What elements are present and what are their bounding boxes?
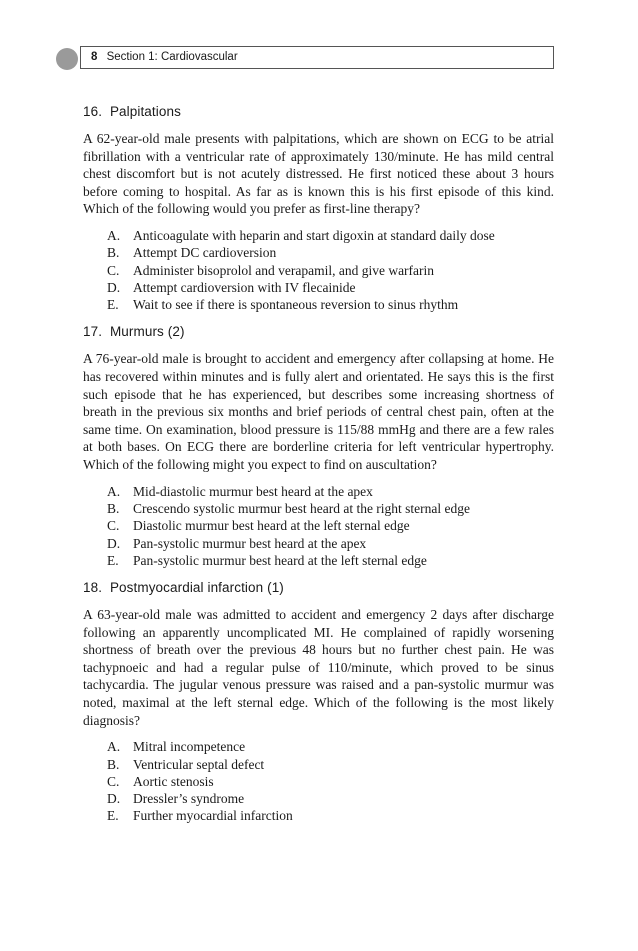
option-letter: A. <box>107 483 121 499</box>
option-letter: E. <box>107 297 119 313</box>
answer-option <box>83 517 554 534</box>
option-letter: E. <box>107 552 119 568</box>
question-number: 16. <box>83 104 103 119</box>
option-text: Further myocardial infarction <box>133 808 293 824</box>
question-heading: Palpitations <box>109 104 181 119</box>
option-text: Ventricular septal defect <box>133 756 265 772</box>
question-17 <box>83 323 554 569</box>
option-letter: C. <box>107 773 120 789</box>
option-letter: B. <box>107 500 120 516</box>
answer-option <box>83 807 554 824</box>
option-letter: A. <box>107 227 121 243</box>
answer-option <box>83 483 554 500</box>
option-letter: D. <box>107 279 121 295</box>
page-number: 8 <box>91 51 98 63</box>
answer-option <box>83 279 554 296</box>
answer-option <box>83 790 554 807</box>
question-16 <box>83 103 554 313</box>
option-text: Wait to see if there is spontaneous reversion to sinus rhythm <box>133 297 459 313</box>
option-text: Pan-systolic murmur best heard at the apex <box>133 535 367 551</box>
option-text: Diastolic murmur best heard at the left sternal edge <box>133 518 410 534</box>
question-stem: A 63-year-old male was admitted to accident and emergency 2 days after discharge following an apparently uncomplicated MI. He complained of rapidly worsening shortness of breath over the previous 48 hours but no further chest pain. He was tachypnoeic and had a regular pulse of 110/minute, which proved to be sinus tachycardia. The jugular venous pressure was raised and a pan-systolic murmur was noted, maximal at the left sternal edge. Which of the following is the most likely diagnosis? <box>83 607 554 728</box>
answer-option <box>83 738 554 755</box>
answer-option <box>83 244 554 261</box>
question-title <box>83 323 554 341</box>
header-circle-marker <box>56 48 78 70</box>
option-letter: B. <box>107 245 120 261</box>
question-title <box>83 103 554 121</box>
option-text: Attempt DC cardioversion <box>133 245 277 261</box>
option-text: Dressler’s syndrome <box>133 791 245 807</box>
question-title <box>83 579 554 597</box>
option-text: Aortic stenosis <box>133 773 214 789</box>
question-stem: A 76-year-old male is brought to accident and emergency after collapsing at home. He has recovered within minutes and is fully alert and orientated. He says this is the first such episode that he has experienced, but describes some increasing shortness of breath in the previous six months and brief periods of central chest pain, often at the same time. On examination, blood pressure is 115/88 mmHg and there are a few rales at both bases. On ECG there are borderline criteria for left ventricular hypertrophy. Which of the following might you expect to find on auscultation? <box>83 351 554 473</box>
question-heading: Murmurs (2) <box>109 324 185 340</box>
answer-option <box>83 500 554 517</box>
answer-option <box>83 773 554 790</box>
option-text: Pan-systolic murmur best heard at the left sternal edge <box>133 552 427 568</box>
answer-options <box>83 227 554 313</box>
option-text: Anticoagulate with heparin and start digoxin at standard daily dose <box>133 227 495 243</box>
option-text: Crescendo systolic murmur best heard at the right sternal edge <box>133 500 471 516</box>
option-letter: A. <box>107 739 121 755</box>
answer-option <box>83 552 554 569</box>
section-title: Section 1: Cardiovascular <box>106 51 238 63</box>
option-letter: C. <box>107 518 120 534</box>
answer-option <box>83 296 554 313</box>
option-letter: D. <box>107 535 121 551</box>
question-heading: Postmyocardial infarction (1) <box>109 580 284 596</box>
question-number: 18. <box>83 580 103 596</box>
option-text: Administer bisoprolol and verapamil, and give warfarin <box>133 262 435 278</box>
answer-options <box>83 738 554 824</box>
question-number: 17. <box>83 324 103 340</box>
answer-option <box>83 227 554 244</box>
option-letter: D. <box>107 791 121 807</box>
option-text: Attempt cardioversion with IV flecainide <box>133 279 356 295</box>
running-header <box>80 46 554 69</box>
answer-options <box>83 483 554 569</box>
answer-option <box>83 535 554 552</box>
answer-option <box>83 756 554 773</box>
answer-option <box>83 262 554 279</box>
option-text: Mid-diastolic murmur best heard at the apex <box>133 483 373 499</box>
question-stem: A 62-year-old male presents with palpitations, which are shown on ECG to be atrial fibrillation with a ventricular rate of approximately 130/minute. He has mild central chest discomfort but is not acutely distressed. He first noticed these about 3 hours before coming to hospital. As far as is known this is his first episode of this kind. Which of the following would you prefer as first-line therapy? <box>83 131 554 217</box>
option-letter: E. <box>107 808 119 824</box>
option-letter: B. <box>107 756 120 772</box>
page-content <box>83 103 554 835</box>
option-text: Mitral incompetence <box>133 739 246 755</box>
option-letter: C. <box>107 262 120 278</box>
question-18 <box>83 579 554 825</box>
